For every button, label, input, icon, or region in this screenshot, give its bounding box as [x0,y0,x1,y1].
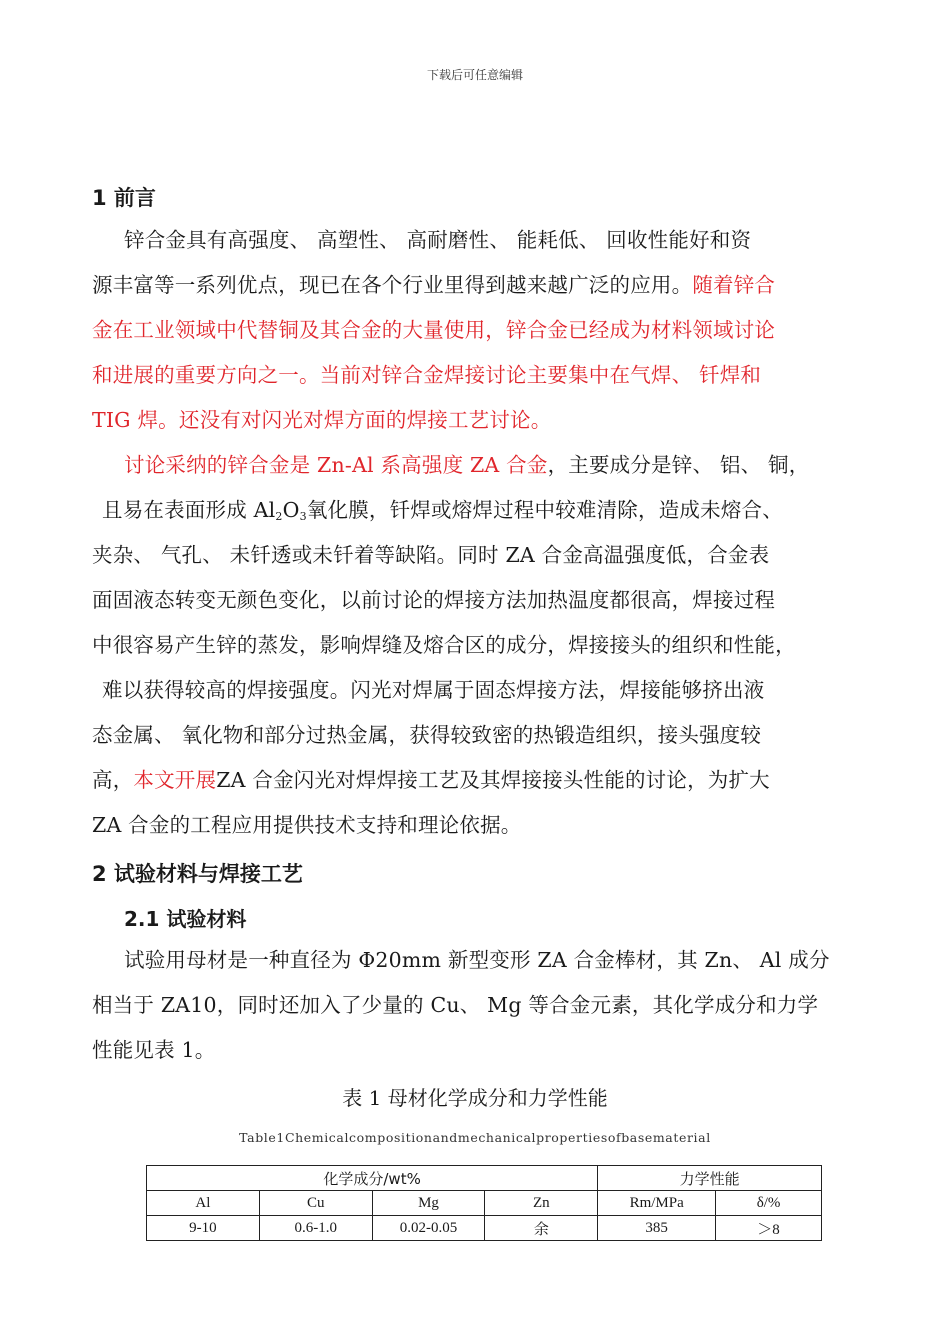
column-header: Zn [485,1191,598,1216]
paragraph-2-text: 高， [92,768,134,792]
paragraph-1-line-1: 锌合金具有高强度、 高塑性、 高耐磨性、 能耗低、 回收性能好和资 [124,228,752,252]
table-cell: 9-10 [147,1216,260,1241]
highlighted-text: 本文开展 [133,768,217,792]
column-header: Mg [372,1191,485,1216]
formula-part: 且易在表面形成 Al [102,498,276,522]
column-header: Rm/MPa [598,1191,716,1216]
table-header-row [147,1191,822,1216]
paragraph-2-line-7: 态金属、 氧化物和部分过热金属，获得较致密的热锻造组织，接头强度较 [92,723,762,747]
section-2-1-heading: 2.1 试验材料 [124,907,247,931]
table-caption: 表 1 母材化学成分和力学性能 [342,1086,608,1110]
table-cell: ＞8 [716,1216,822,1241]
header-note: 下载后可任意编辑 [426,68,523,82]
paragraph-2-line-6: 难以获得较高的焊接强度。闪光对焊属于固态焊接方法，焊接能够挤出液 [102,678,765,702]
column-header: δ/% [716,1191,822,1216]
paragraph-1-text: 源丰富等一系列优点，现已在各个行业里得到越来越广泛的应用。 [92,273,693,297]
paragraph-2-line-4: 面固液态转变无颜色变化，以前讨论的焊接方法加热温度都很高，焊接过程 [92,588,776,612]
table-cell: 0.02-0.05 [372,1216,485,1241]
table-cell: 余 [485,1216,598,1241]
paragraph-2-line-2 [92,495,872,532]
paragraph-2-text: 氧化膜，钎焊或熔焊过程中较难清除，造成未熔合、 [306,498,783,522]
paragraph-2-line-1 [92,450,894,480]
paragraph-2-line-3: 夹杂、 气孔、 未钎透或未钎着等缺陷。同时 ZA 合金高温强度低，合金表 [92,543,770,567]
paragraph-1-line-4: 和进展的重要方向之一。当前对锌合金焊接讨论主要集中在气焊、 钎焊和 [92,363,762,387]
paragraph-2-text: ，主要成分是锌、 铝、 铜， [547,453,810,477]
paragraph-1-line-5: TIG 焊。还没有对闪光对焊方面的焊接工艺讨论。 [92,408,552,432]
column-header: Al [147,1191,260,1216]
highlighted-text: 随着锌合 [692,273,776,297]
properties-table [146,1165,822,1241]
chemical-composition-header: 化学成分/wt% [147,1166,598,1191]
subscript: 2 [275,510,283,523]
paragraph-2-line-9: ZA 合金的工程应用提供技术支持和理论依据。 [92,813,522,837]
paragraph-1-line-2 [92,270,862,300]
paragraph-2-text: ZA 合金闪光对焊焊接工艺及其焊接接头性能的讨论，为扩大 [216,768,770,792]
table-cell: 0.6-1.0 [259,1216,372,1241]
table-group-header-row [147,1166,822,1191]
table-cell: 385 [598,1216,716,1241]
paragraph-3-line-2: 相当于 ZA10，同时还加入了少量的 Cu、 Mg 等合金元素，其化学成分和力学 [92,993,819,1017]
mechanical-properties-header: 力学性能 [598,1166,822,1191]
paragraph-2-line-5: 中很容易产生锌的蒸发，影响焊缝及熔合区的成分，焊接接头的组织和性能， [92,633,796,657]
formula-part: O [282,498,300,522]
paragraph-3-line-3: 性能见表 1。 [92,1038,216,1062]
table-row [147,1216,822,1241]
paragraph-2-line-8 [92,765,862,795]
subscript: 3 [299,510,307,523]
highlighted-text: 讨论采纳的锌合金是 Zn-Al 系高强度 ZA 合金 [124,453,548,477]
paragraph-1-line-3: 金在工业领域中代替铜及其合金的大量使用，锌合金已经成为材料领域讨论 [92,318,776,342]
section-2-heading: 2 试验材料与焊接工艺 [92,862,303,886]
table-caption-english: Table1Chemicalcompositionandmechanicalpropertiesofbasematerial [239,1130,711,1145]
paragraph-3-line-1: 试验用母材是一种直径为 Φ20mm 新型变形 ZA 合金棒材，其 Zn、 Al 成分 [124,948,830,972]
section-1-heading: 1 前言 [92,186,156,210]
column-header: Cu [259,1191,372,1216]
